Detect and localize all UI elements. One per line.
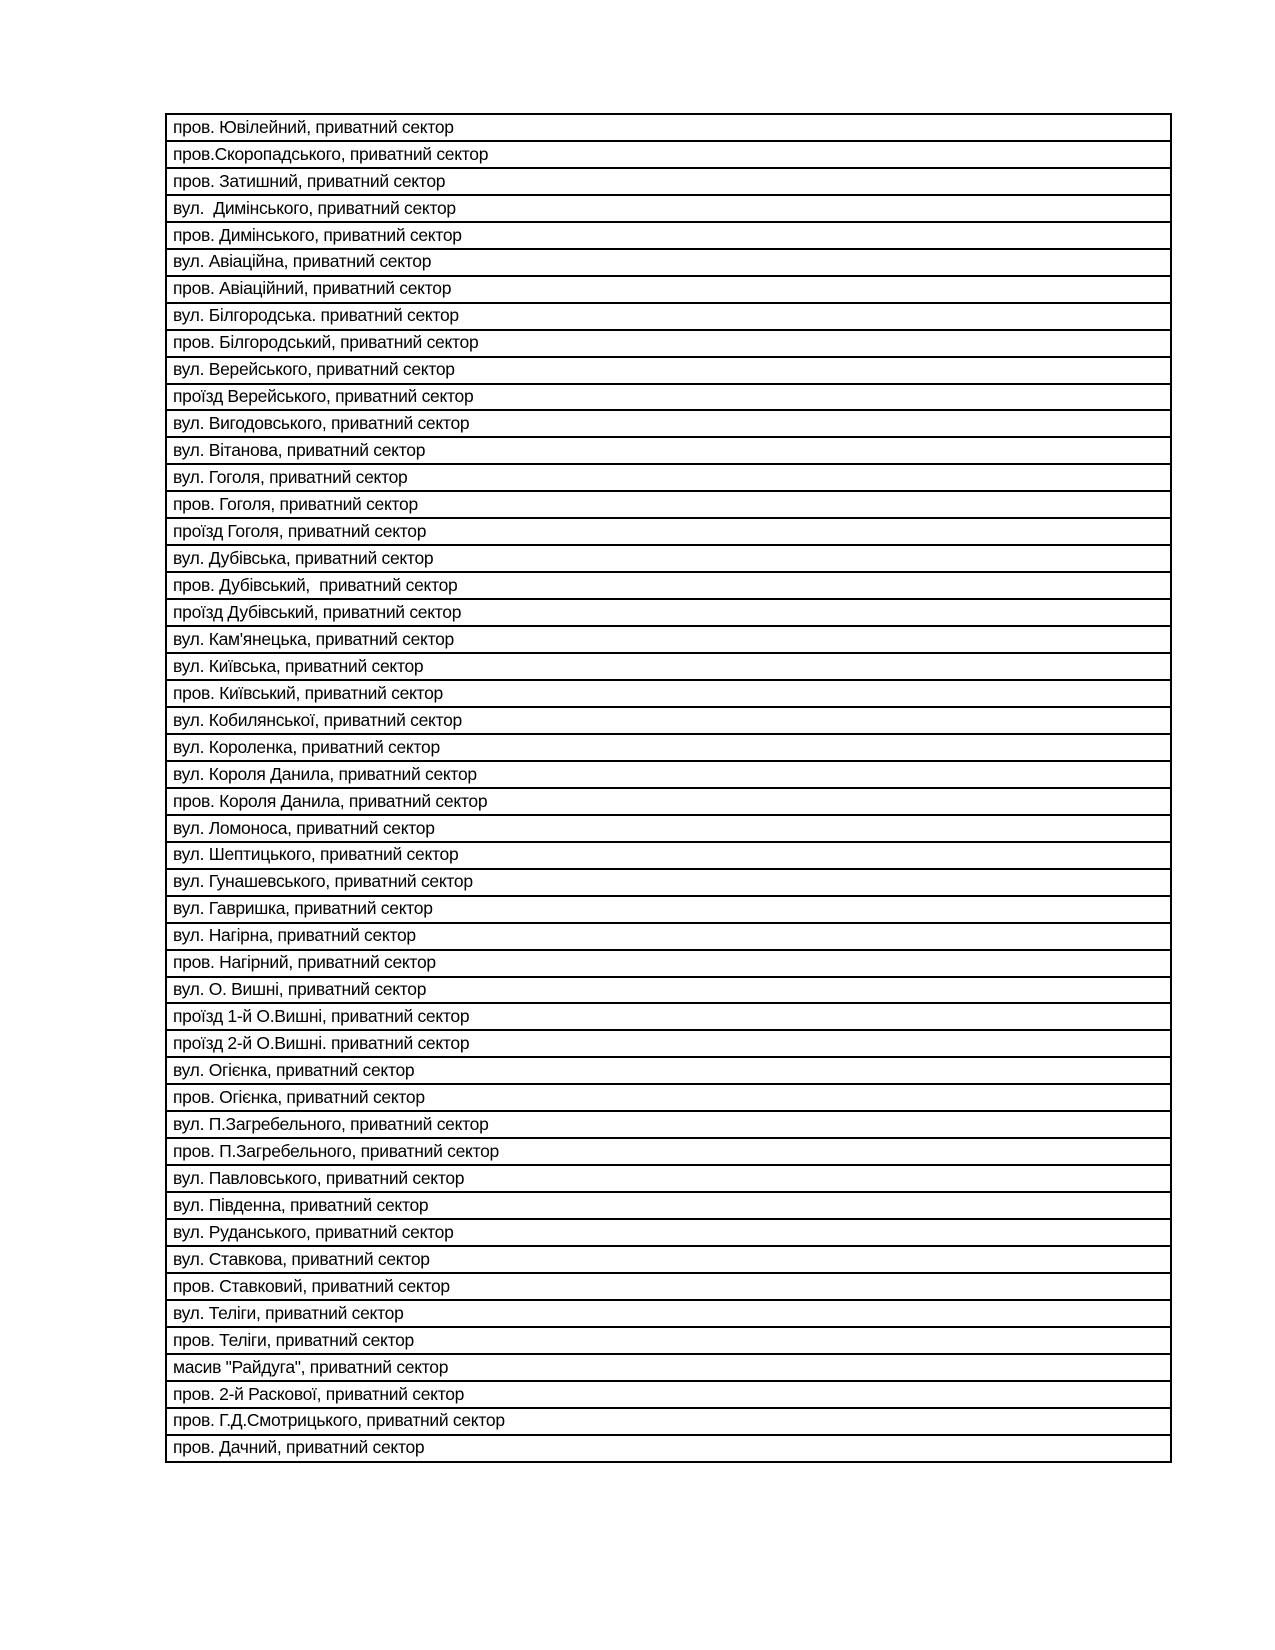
street-name-text: вул. Київська, приватний сектор <box>173 655 424 676</box>
street-name-text: вул. Вітанова, приватний сектор <box>173 440 426 461</box>
street-name-text: вул. Короленка, приватний сектор <box>173 736 440 757</box>
street-name-text: вул. Авіаційна, приватний сектор <box>173 251 432 272</box>
street-name-text: проїзд 2-й О.Вишні. приватний сектор <box>173 1033 470 1054</box>
table-row <box>167 1112 1170 1139</box>
street-name-text: пров. Затишний, приватний сектор <box>173 170 446 191</box>
street-name-text: пров. Дубівський, приватний сектор <box>173 574 458 595</box>
table-row <box>167 870 1170 897</box>
street-name-text: пров. Короля Данила, приватний сектор <box>173 790 488 811</box>
street-table <box>165 113 1172 1463</box>
street-name-text: пров. Київський, приватний сектор <box>173 682 443 703</box>
street-name-text: вул. Нагірна, приватний сектор <box>173 925 416 946</box>
table-row <box>167 1382 1170 1409</box>
table-row <box>167 600 1170 627</box>
street-name-text: пров. Нагірний, приватний сектор <box>173 952 436 973</box>
table-row <box>167 1355 1170 1382</box>
table-row <box>167 277 1170 304</box>
street-name-text: вул. П.Загребельного, приватний сектор <box>173 1113 489 1134</box>
street-name-text: вул. Дубівська, приватний сектор <box>173 547 434 568</box>
table-row <box>167 1409 1170 1436</box>
table-row <box>167 196 1170 223</box>
table-row <box>167 1193 1170 1220</box>
street-name-text: пров. Огієнка, приватний сектор <box>173 1087 425 1108</box>
table-row <box>167 789 1170 816</box>
street-name-text: вул. Кам'янецька, приватний сектор <box>173 628 454 649</box>
table-row <box>167 385 1170 412</box>
table-row <box>167 223 1170 250</box>
street-name-text: пров. Г.Д.Смотрицького, приватний сектор <box>173 1410 505 1431</box>
table-row <box>167 1328 1170 1355</box>
table-row <box>167 1004 1170 1031</box>
street-name-text: пров. Авіаційний, приватний сектор <box>173 278 452 299</box>
table-row <box>167 142 1170 169</box>
table-row <box>167 681 1170 708</box>
table-row <box>167 115 1170 142</box>
table-row <box>167 924 1170 951</box>
street-name-text: вул. Димінського, приватний сектор <box>173 197 456 218</box>
table-row <box>167 169 1170 196</box>
street-name-text: проїзд Дубівський, приватний сектор <box>173 601 462 622</box>
table-row <box>167 546 1170 573</box>
table-row <box>167 1436 1170 1461</box>
table-row <box>167 465 1170 492</box>
table-row <box>167 1166 1170 1193</box>
table-row <box>167 1139 1170 1166</box>
street-name-text: масив "Райдуга", приватний сектор <box>173 1356 449 1377</box>
table-row <box>167 897 1170 924</box>
street-name-text: вул. Гавришка, приватний сектор <box>173 898 433 919</box>
table-row <box>167 1031 1170 1058</box>
street-name-text: вул. Верейського, приватний сектор <box>173 359 455 380</box>
street-name-text: проїзд Гоголя, приватний сектор <box>173 521 427 542</box>
street-name-text: вул. Ставкова, приватний сектор <box>173 1248 430 1269</box>
street-name-text: вул. Вигодовського, приватний сектор <box>173 413 470 434</box>
table-row <box>167 627 1170 654</box>
table-row <box>167 573 1170 600</box>
street-name-text: пров. 2-й Раскової, приватний сектор <box>173 1383 465 1404</box>
street-name-text: пров. Димінського, приватний сектор <box>173 224 462 245</box>
table-row <box>167 331 1170 358</box>
table-row <box>167 358 1170 385</box>
table-row <box>167 1058 1170 1085</box>
street-name-text: пров. Ставковий, приватний сектор <box>173 1275 450 1296</box>
table-row <box>167 1274 1170 1301</box>
street-name-text: вул. Павловського, приватний сектор <box>173 1167 465 1188</box>
table-row <box>167 762 1170 789</box>
table-row <box>167 708 1170 735</box>
table-row <box>167 816 1170 843</box>
table-row <box>167 304 1170 331</box>
street-name-text: вул. Теліги, приватний сектор <box>173 1302 404 1323</box>
street-name-text: вул. Південна, приватний сектор <box>173 1194 429 1215</box>
street-name-text: пров. Білгородський, приватний сектор <box>173 332 479 353</box>
street-name-text: пров. Ювілейний, приватний сектор <box>173 116 454 137</box>
street-name-text: вул. Руданського, приватний сектор <box>173 1221 454 1242</box>
street-name-text: вул. Кобилянської, приватний сектор <box>173 709 462 730</box>
street-name-text: пров. Теліги, приватний сектор <box>173 1329 414 1350</box>
table-row <box>167 1085 1170 1112</box>
table-row <box>167 654 1170 681</box>
street-name-text: пров. Гоголя, приватний сектор <box>173 494 418 515</box>
street-name-text: вул. Огієнка, приватний сектор <box>173 1060 415 1081</box>
street-name-text: вул. Короля Данила, приватний сектор <box>173 763 477 784</box>
street-name-text: вул. Білгородська. приватний сектор <box>173 305 459 326</box>
table-row <box>167 843 1170 870</box>
street-name-text: вул. Шептицького, приватний сектор <box>173 844 459 865</box>
street-name-text: вул. Ломоноса, приватний сектор <box>173 817 435 838</box>
street-name-text: пров.Скоропадського, приватний сектор <box>173 143 489 164</box>
table-row <box>167 1247 1170 1274</box>
table-row <box>167 1220 1170 1247</box>
street-name-text: вул. Гунашевського, приватний сектор <box>173 871 473 892</box>
table-row <box>167 519 1170 546</box>
table-row <box>167 951 1170 978</box>
street-name-text: пров. П.Загребельного, приватний сектор <box>173 1140 499 1161</box>
table-row <box>167 438 1170 465</box>
street-name-text: вул. О. Вишні, приватний сектор <box>173 979 427 1000</box>
table-row <box>167 1301 1170 1328</box>
table-row <box>167 250 1170 277</box>
street-name-text: проїзд 1-й О.Вишні, приватний сектор <box>173 1006 470 1027</box>
street-name-text: пров. Дачний, приватний сектор <box>173 1437 425 1458</box>
table-row <box>167 411 1170 438</box>
table-row <box>167 492 1170 519</box>
street-name-text: проїзд Верейського, приватний сектор <box>173 386 474 407</box>
table-row <box>167 735 1170 762</box>
table-row <box>167 978 1170 1005</box>
street-name-text: вул. Гоголя, приватний сектор <box>173 467 408 488</box>
